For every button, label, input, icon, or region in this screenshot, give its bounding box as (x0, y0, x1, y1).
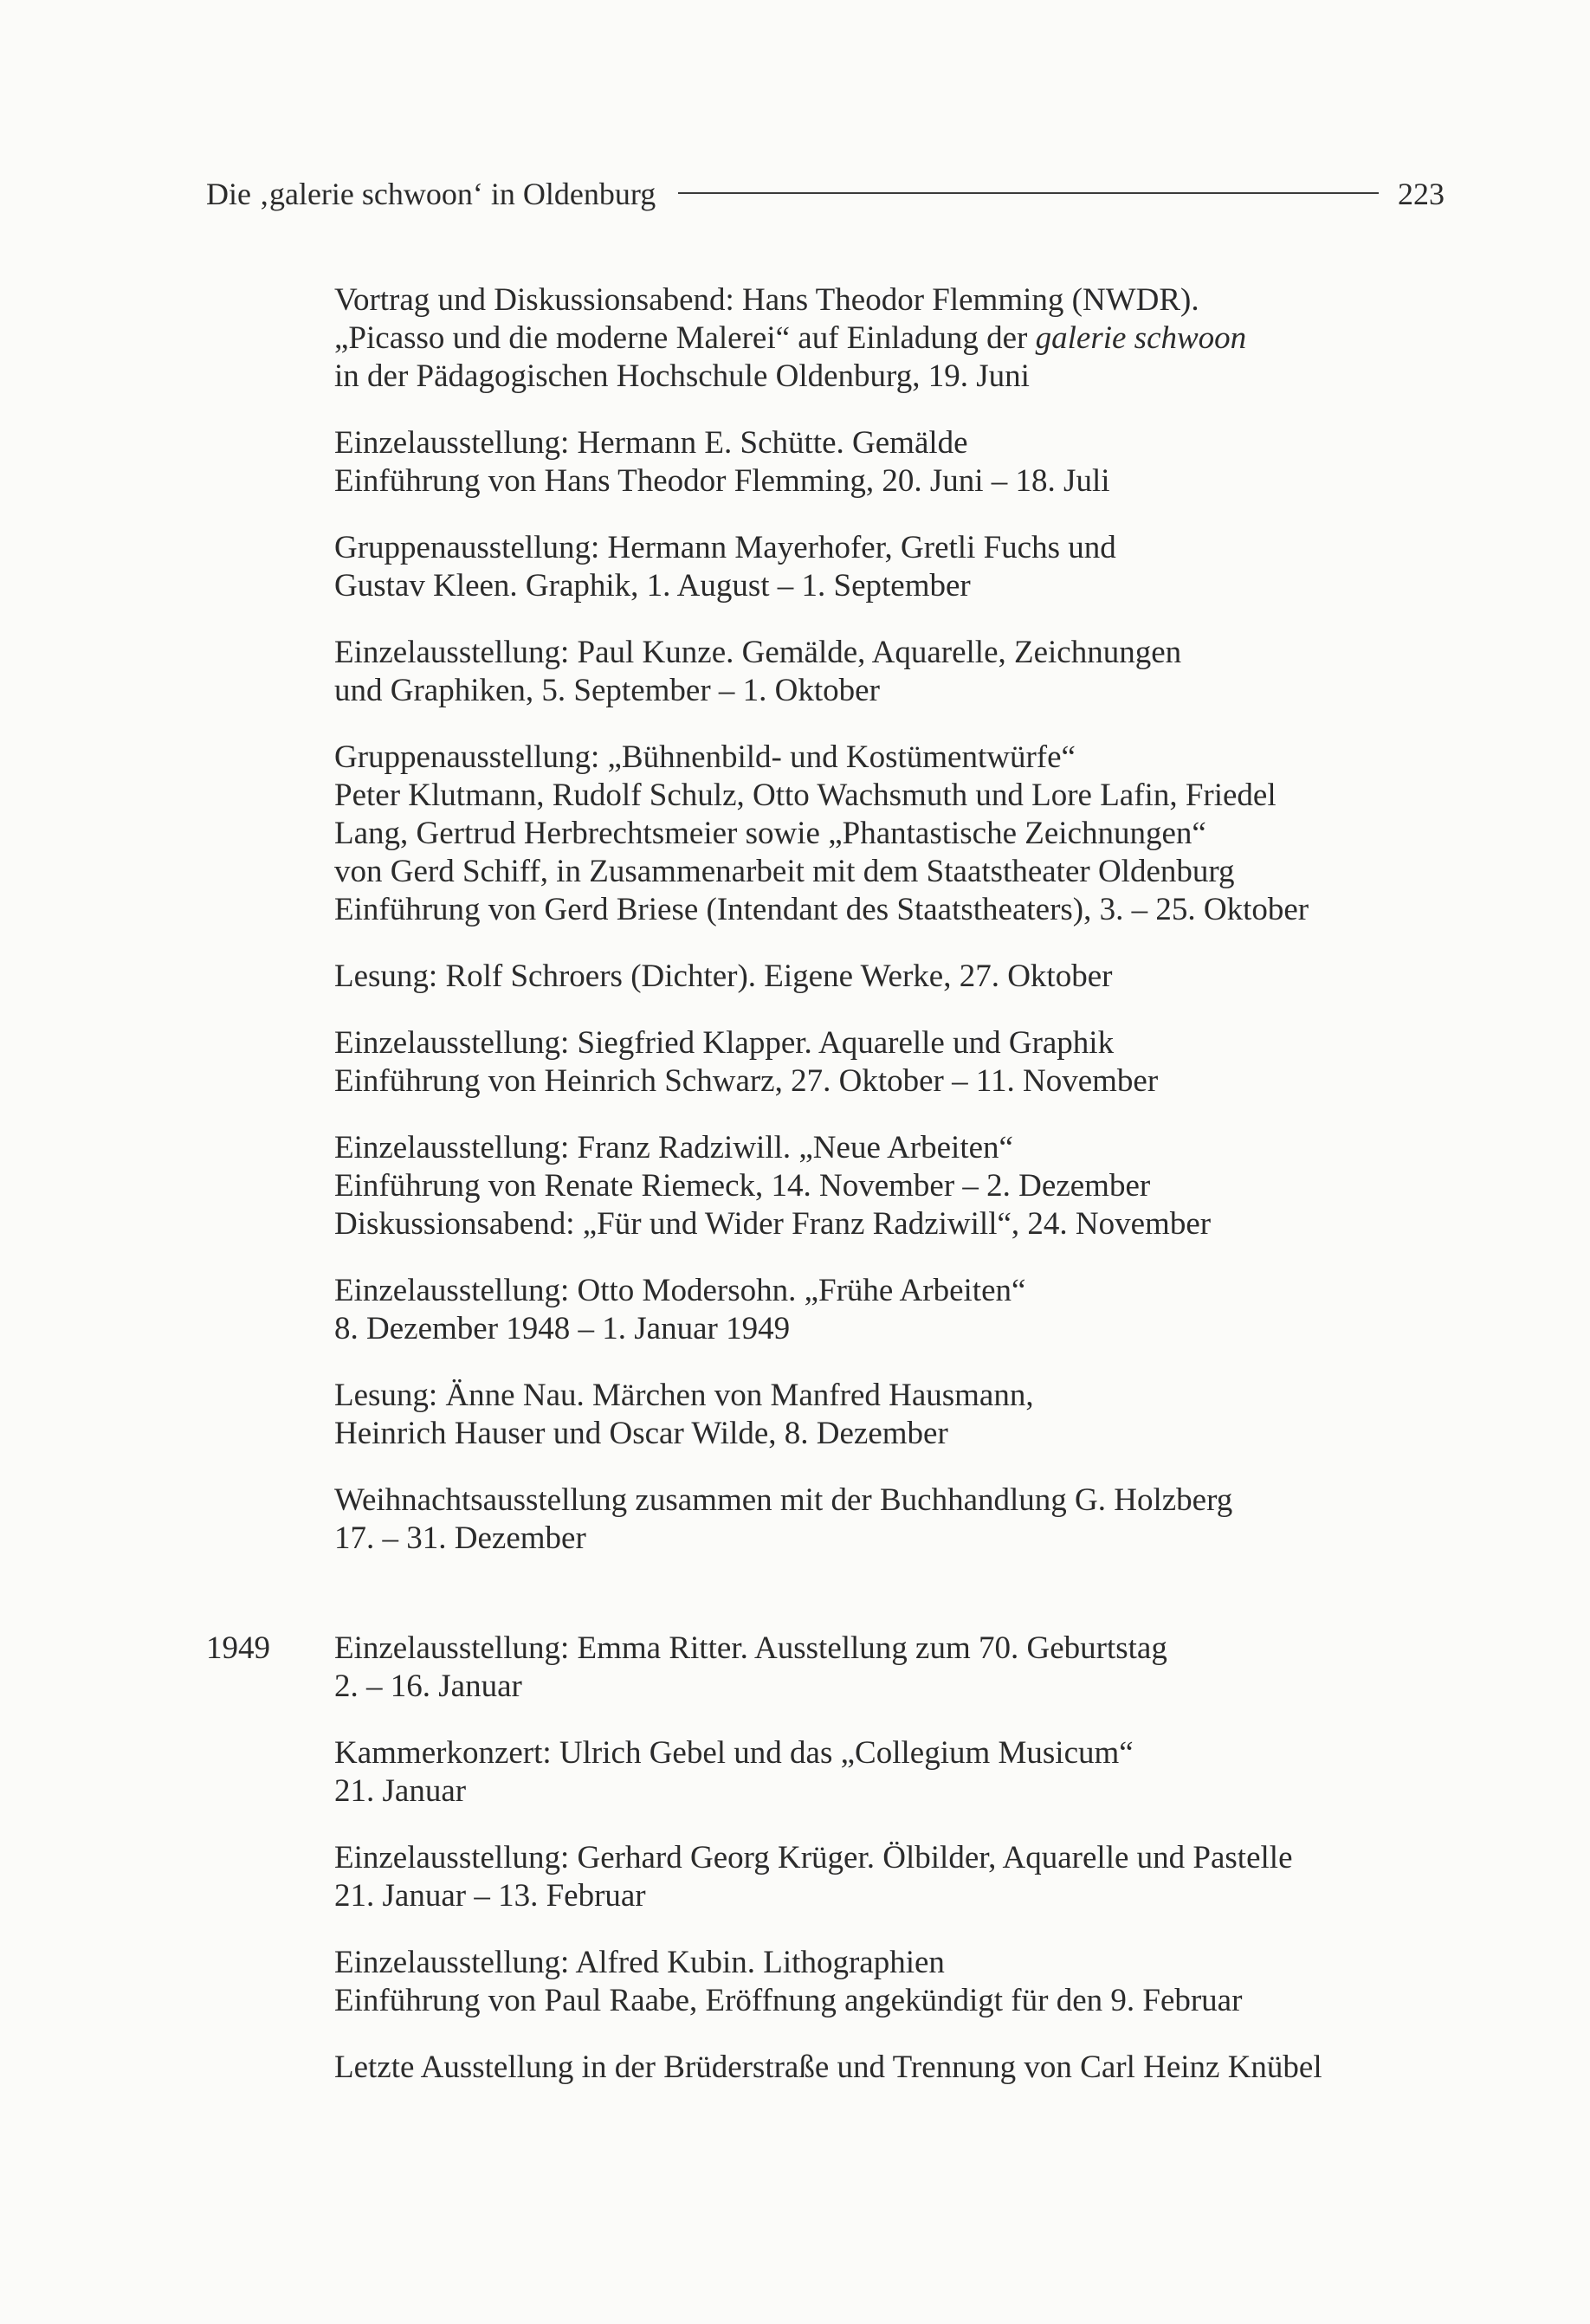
chronology-entry (0, 1482, 1590, 1558)
entry-line: Kammerkonzert: Ulrich Gebel und das „Collegium Musicum“ (334, 1735, 1134, 1771)
entry-lines (334, 1839, 1590, 1915)
entry-lines (334, 1272, 1590, 1348)
chronology-entry (0, 1944, 1590, 2020)
entry-line: Weihnachtsausstellung zusammen mit der Buchhandlung G. Holzberg (334, 1482, 1233, 1518)
entry-line: Einzelausstellung: Siegfried Klapper. Aquarelle und Graphik (334, 1025, 1115, 1061)
entry-line: Peter Klutmann, Rudolf Schulz, Otto Wachsmuth und Lore Lafin, Friedel (334, 778, 1277, 813)
entry-line: Lesung: Änne Nau. Märchen von Manfred Hausmann, (334, 1378, 1034, 1413)
entry-line: Lesung: Rolf Schroers (Dichter). Eigene Werke, 27. Oktober (334, 959, 1113, 994)
running-head-rule (678, 192, 1379, 194)
entry-line: Lang, Gertrud Herbrechtsmeier sowie „Phantastische Zeichnungen“ (334, 816, 1206, 851)
chronology-entry (0, 281, 1590, 396)
entry-lines (334, 281, 1590, 396)
entry-line: „Picasso und die moderne Malerei“ auf Einladung der galerie schwoon (334, 320, 1247, 356)
chronology-entry (0, 529, 1590, 605)
entry-line: Einführung von Hans Theodor Flemming, 20. Juni – 18. Juli (334, 463, 1110, 499)
entry-lines (334, 2049, 1590, 2087)
entry-lines (334, 1482, 1590, 1558)
page-number: 223 (1398, 177, 1445, 211)
entry-line: Vortrag und Diskussionsabend: Hans Theodor Flemming (NWDR). (334, 282, 1199, 318)
entry-lines (334, 1129, 1590, 1243)
entry-lines (334, 634, 1590, 710)
chronology-entry (0, 1377, 1590, 1453)
entry-lines (334, 529, 1590, 605)
entry-line: in der Pädagogischen Hochschule Oldenburg, 19. Juni (334, 358, 1030, 394)
entry-line: Einzelausstellung: Emma Ritter. Ausstellung zum 70. Geburtstag (334, 1630, 1167, 1666)
entry-line: Gruppenausstellung: Hermann Mayerhofer, Gretli Fuchs und (334, 530, 1116, 565)
running-head (206, 176, 1445, 228)
entry-line: von Gerd Schiff, in Zusammenarbeit mit dem Staatstheater Oldenburg (334, 854, 1235, 889)
chronology-entry (0, 958, 1590, 996)
entry-line: 21. Januar (334, 1773, 467, 1809)
entry-lines (334, 1734, 1590, 1811)
entry-lines (334, 1944, 1590, 2020)
chronology-entry (0, 1129, 1590, 1243)
chronology-list (0, 281, 1590, 2115)
entry-line: Gruppenausstellung: „Bühnenbild- und Kostümentwürfe“ (334, 739, 1076, 775)
entry-line: Letzte Ausstellung in der Brüderstraße und Trennung von Carl Heinz Knübel (334, 2050, 1322, 2085)
entry-line: Einzelausstellung: Gerhard Georg Krüger. Ölbilder, Aquarelle und Pastelle (334, 1840, 1293, 1875)
entry-line: Heinrich Hauser und Oscar Wilde, 8. Dezember (334, 1416, 948, 1451)
chronology-entry (0, 739, 1590, 929)
gallery-name-italic: galerie schwoon (1035, 320, 1247, 356)
entry-line: Einzelausstellung: Alfred Kubin. Lithographien (334, 1945, 945, 1980)
running-head-title: Die ‚galerie schwoon‘ in Oldenburg (206, 177, 656, 211)
chronology-entry (0, 634, 1590, 710)
entry-line: und Graphiken, 5. September – 1. Oktober (334, 673, 880, 708)
entry-line: 2. – 16. Januar (334, 1669, 522, 1704)
entry-line: Einführung von Gerd Briese (Intendant des Staatstheaters), 3. – 25. Oktober (334, 892, 1309, 927)
chronology-entry (0, 2049, 1590, 2087)
entry-lines (334, 958, 1590, 996)
year-label: 1949 (206, 1630, 270, 1666)
entry-line: Einführung von Renate Riemeck, 14. November – 2. Dezember (334, 1168, 1151, 1204)
entry-line: Einzelausstellung: Otto Modersohn. „Frühe Arbeiten“ (334, 1273, 1026, 1308)
entry-lines (334, 1024, 1590, 1101)
chronology-entry (0, 1734, 1590, 1811)
entry-line: Gustav Kleen. Graphik, 1. August – 1. September (334, 568, 971, 604)
entry-lines (334, 1377, 1590, 1453)
chronology-entry (0, 1839, 1590, 1915)
year-gap (0, 1586, 1590, 1630)
entry-line: Diskussionsabend: „Für und Wider Franz Radziwill“, 24. November (334, 1206, 1212, 1242)
entry-lines (334, 424, 1590, 500)
chronology-entry (0, 1024, 1590, 1101)
entry-line: 21. Januar – 13. Februar (334, 1878, 646, 1914)
chronology-entry (0, 1272, 1590, 1348)
entry-line: Einführung von Heinrich Schwarz, 27. Oktober – 11. November (334, 1063, 1159, 1099)
entry-line: Einzelausstellung: Hermann E. Schütte. Gemälde (334, 425, 968, 461)
entry-line: 8. Dezember 1948 – 1. Januar 1949 (334, 1311, 791, 1346)
chronology-entry (0, 1630, 1590, 1706)
entry-line: Einführung von Paul Raabe, Eröffnung angekündigt für den 9. Februar (334, 1983, 1243, 2018)
entry-lines (334, 739, 1590, 929)
entry-lines (334, 1630, 1590, 1706)
chronology-entry (0, 424, 1590, 500)
entry-line: Einzelausstellung: Franz Radziwill. „Neue Arbeiten“ (334, 1130, 1013, 1165)
entry-line: 17. – 31. Dezember (334, 1520, 586, 1556)
entry-line: Einzelausstellung: Paul Kunze. Gemälde, Aquarelle, Zeichnungen (334, 635, 1182, 670)
